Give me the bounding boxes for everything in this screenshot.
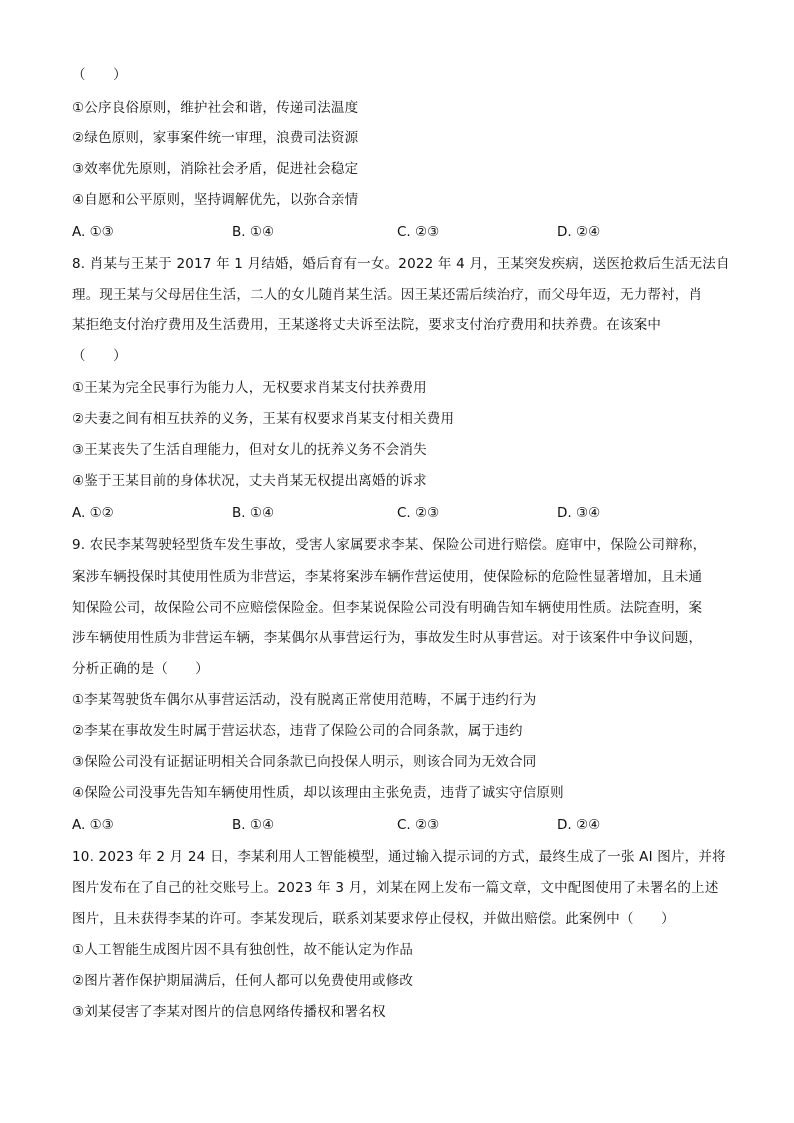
q8-statement-2: ②夫妻之间有相互扶养的义务，王某有权要求肖某支付相关费用 <box>72 411 455 427</box>
q9-option-b: B. ①④ <box>232 817 275 833</box>
q7-option-c: C. ②③ <box>397 224 440 240</box>
q9-option-d: D. ②④ <box>557 817 601 833</box>
q7-option-a: A. ①③ <box>72 224 114 240</box>
q10-stem-line-2: 图片发布在了自己的社交账号上。2023 年 3 月，刘某在网上发布一篇文章，文中配图使用了未署名的上述 <box>72 880 719 896</box>
q10-statement-3: ③刘某侵害了李某对图片的信息网络传播权和署名权 <box>72 1004 386 1020</box>
q10-statement-2: ②图片著作保护期届满后，任何人都可以免费使用或修改 <box>72 973 414 989</box>
q8-statement-4: ④鉴于王某目前的身体状况，丈夫肖某无权提出离婚的诉求 <box>72 473 427 489</box>
q9-stem-line-1: 9. 农民李某驾驶轻型货车发生事故，受害人家属要求李某、保险公司进行赔偿。庭审中，保险公司辩称， <box>72 537 707 553</box>
q9-option-c: C. ②③ <box>397 817 440 833</box>
q7-statement-3: ③效率优先原则，消除社会矛盾，促进社会稳定 <box>72 161 359 177</box>
q7-option-d: D. ②④ <box>557 224 601 240</box>
q8-stem-line-3: 某拒绝支付治疗费用及生活费用，王某遂将丈夫诉至法院，要求支付治疗费用和扶养费。在该案中 <box>72 317 662 333</box>
q9-statement-2: ②李某在事故发生时属于营运状态，违背了保险公司的合同条款，属于违约 <box>72 723 523 739</box>
q8-option-a: A. ①② <box>72 505 114 521</box>
q8-option-b: B. ①④ <box>232 505 275 521</box>
q7-statement-1: ①公序良俗原则，维护社会和谐，传递司法温度 <box>72 100 359 116</box>
q9-statement-4: ④保险公司没事先告知车辆使用性质，却以该理由主张免责，违背了诚实守信原则 <box>72 785 564 801</box>
q8-option-c: C. ②③ <box>397 505 440 521</box>
q10-stem-line-1: 10. 2023 年 2 月 24 日，李某利用人工智能模型，通过输入提示词的方式，最终生成了一张 AI 图片，并将 <box>72 849 726 865</box>
q8-statement-1: ①王某为完全民事行为能力人，无权要求肖某支付扶养费用 <box>72 380 427 396</box>
q10-stem-line-3: 图片，且未获得李某的许可。李某发现后，联系刘某要求停止侵权，并做出赔偿。此案例中（ ） <box>72 911 675 927</box>
q9-stem-line-5: 分析正确的是（ ） <box>72 661 209 677</box>
q9-statement-3: ③保险公司没有证据证明相关合同条款已向投保人明示，则该合同为无效合同 <box>72 754 537 770</box>
q8-option-d: D. ③④ <box>557 505 601 521</box>
q9-stem-line-3: 知保险公司，故保险公司不应赔偿保险金。但李某说保险公司没有明确告知车辆使用性质。法院查明，案 <box>72 600 703 616</box>
q9-stem-line-2: 案涉车辆投保时其使用性质为非营运，李某将案涉车辆作营运使用，使保险标的危险性显著增加，且未通 <box>72 569 703 585</box>
q9-stem-line-4: 涉车辆使用性质为非营运车辆，李某偶尔从事营运行为，事故发生时从事营运。对于该案件中争议问题， <box>72 630 703 646</box>
q9-statement-1: ①李某驾驶货车偶尔从事营运活动，没有脱离正常使用范畴，不属于违约行为 <box>72 692 537 708</box>
q7-stem-tail: （ ） <box>72 67 127 83</box>
q7-option-b: B. ①④ <box>232 224 275 240</box>
q7-statement-2: ②绿色原则，家事案件统一审理，浪费司法资源 <box>72 130 359 146</box>
q8-statement-3: ③王某丧失了生活自理能力，但对女儿的抚养义务不会消失 <box>72 442 427 458</box>
q7-statement-4: ④自愿和公平原则，坚持调解优先，以弥合亲情 <box>72 192 359 208</box>
q8-stem-line-4: （ ） <box>72 348 127 364</box>
q8-stem-line-2: 理。现王某与父母居住生活，二人的女儿随肖某生活。因王某还需后续治疗，而父母年迈，无力帮衬，肖 <box>72 287 703 303</box>
q10-statement-1: ①人工智能生成图片因不具有独创性，故不能认定为作品 <box>72 942 414 958</box>
q9-option-a: A. ①③ <box>72 817 114 833</box>
q8-stem-line-1: 8. 肖某与王某于 2017 年 1 月结婚，婚后育有一女。2022 年 4 月，王某突发疾病，送医抢救后生活无法自 <box>72 256 730 272</box>
